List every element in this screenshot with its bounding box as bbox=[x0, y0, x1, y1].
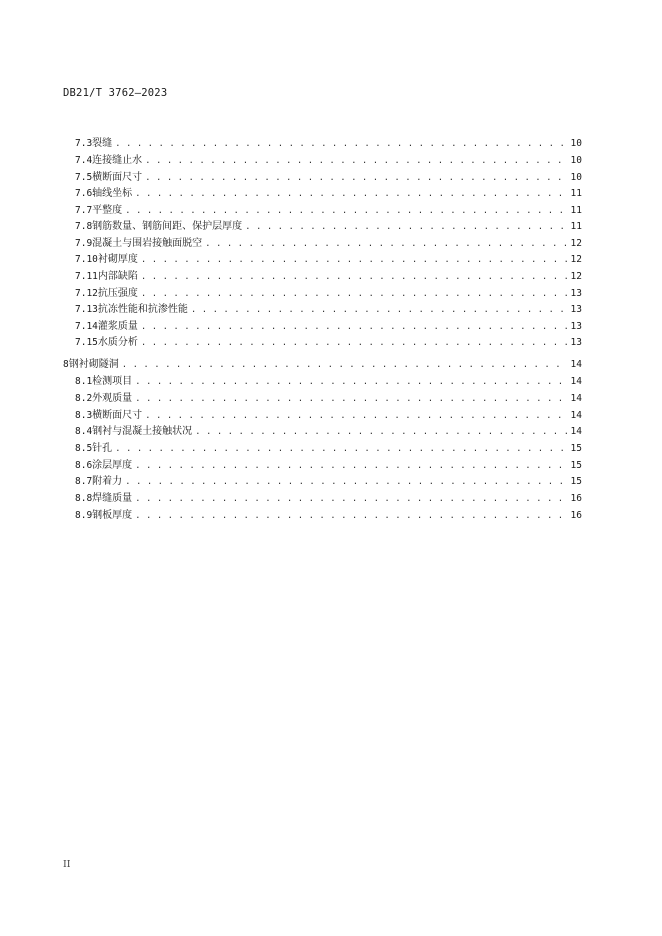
toc-entry-number: 8.7 bbox=[75, 476, 93, 487]
toc-entry-page: 14 bbox=[570, 410, 582, 421]
toc-entry-title: 涂层厚度 bbox=[92, 460, 133, 471]
toc-entry-page: 12 bbox=[570, 271, 582, 282]
toc-entry-page: 13 bbox=[570, 337, 582, 348]
toc-entry-number: 7.10 bbox=[75, 254, 98, 265]
toc-entry-page: 12 bbox=[570, 238, 582, 249]
toc-dot-leader bbox=[135, 392, 567, 406]
toc-entry-7-15[interactable] bbox=[75, 336, 582, 350]
toc-entry-page: 13 bbox=[570, 288, 582, 299]
toc-entry-page: 14 bbox=[570, 359, 582, 370]
toc-entry-title: 钢衬砌隧洞 bbox=[68, 359, 119, 370]
toc-entry-page: 14 bbox=[570, 376, 582, 387]
toc-dot-leader bbox=[125, 204, 567, 218]
toc-entry-number: 8.8 bbox=[75, 493, 93, 504]
toc-entry-title: 抗冻性能和抗渗性能 bbox=[97, 304, 188, 315]
toc-entry-number: 8.3 bbox=[75, 410, 93, 421]
toc-entry-number: 7.9 bbox=[75, 238, 93, 249]
toc-entry-number: 7.8 bbox=[75, 221, 93, 232]
toc-dot-leader bbox=[135, 459, 567, 473]
toc-entry-title: 水质分析 bbox=[97, 337, 138, 348]
toc-entry-title: 外观质量 bbox=[92, 393, 133, 404]
toc-entry-title: 钢筋数量、钢筋间距、保护层厚度 bbox=[92, 221, 243, 232]
toc-entry-page: 15 bbox=[570, 476, 582, 487]
toc-entry-7-10[interactable] bbox=[75, 253, 582, 267]
toc-entry-number: 7.4 bbox=[75, 155, 93, 166]
toc-dot-leader bbox=[141, 320, 568, 334]
toc-dot-leader bbox=[195, 425, 567, 439]
toc-entry-8-4[interactable] bbox=[75, 425, 582, 439]
toc-entry-title: 衬砌厚度 bbox=[97, 254, 138, 265]
toc-entry-page: 11 bbox=[570, 188, 582, 199]
toc-entry-page: 16 bbox=[570, 493, 582, 504]
toc-entry-7-3[interactable] bbox=[75, 137, 582, 151]
toc-entry-title: 焊缝质量 bbox=[92, 493, 133, 504]
toc-entry-8-6[interactable] bbox=[75, 459, 582, 473]
toc-entry-title: 钢板厚度 bbox=[92, 510, 133, 521]
toc-entry-7-7[interactable] bbox=[75, 204, 582, 218]
toc-entry-7-9[interactable] bbox=[75, 237, 582, 251]
toc-entry-title: 抗压强度 bbox=[97, 288, 138, 299]
toc-entry-page: 10 bbox=[570, 138, 582, 149]
toc-entry-title: 针孔 bbox=[92, 443, 113, 454]
toc-entry-7-11[interactable] bbox=[75, 270, 582, 284]
toc-entry-page: 10 bbox=[570, 155, 582, 166]
toc-entry-number: 7.12 bbox=[75, 288, 98, 299]
toc-entry-number: 7.13 bbox=[75, 304, 98, 315]
toc-entry-title: 灌浆质量 bbox=[97, 321, 138, 332]
toc-dot-leader bbox=[245, 220, 567, 234]
toc-entry-page: 11 bbox=[570, 221, 582, 232]
toc-entry-7-8[interactable] bbox=[75, 220, 582, 234]
toc-entry-number: 7.15 bbox=[75, 337, 98, 348]
toc-entry-number: 8.5 bbox=[75, 443, 93, 454]
toc-entry-title: 检测项目 bbox=[92, 376, 133, 387]
toc-dot-leader bbox=[135, 509, 567, 523]
toc-entry-title: 内部缺陷 bbox=[97, 271, 138, 282]
toc-dot-leader bbox=[141, 253, 568, 267]
toc-entry-number: 8.9 bbox=[75, 510, 93, 521]
toc-dot-leader bbox=[205, 237, 567, 251]
toc-entry-title: 横断面尺寸 bbox=[92, 172, 143, 183]
toc-dot-leader bbox=[145, 409, 567, 423]
toc-entry-7-14[interactable] bbox=[75, 320, 582, 334]
toc-entry-number: 8.6 bbox=[75, 460, 93, 471]
toc-entry-page: 13 bbox=[570, 304, 582, 315]
toc-dot-leader bbox=[122, 358, 568, 372]
toc-entry-page: 16 bbox=[570, 510, 582, 521]
toc-entry-7-5[interactable] bbox=[75, 171, 582, 185]
toc-entry-8-3[interactable] bbox=[75, 409, 582, 423]
toc-entry-title: 裂缝 bbox=[92, 138, 113, 149]
toc-entry-number: 7.7 bbox=[75, 205, 93, 216]
toc-entry-title: 混凝土与围岩接触面脱空 bbox=[92, 238, 203, 249]
toc-entry-number: 8.1 bbox=[75, 376, 93, 387]
toc-entry-8-7[interactable] bbox=[75, 475, 582, 489]
toc-entry-title: 轴线坐标 bbox=[92, 188, 133, 199]
toc-entry-7-6[interactable] bbox=[75, 187, 582, 201]
toc-entry-title: 连接缝止水 bbox=[92, 155, 143, 166]
toc-entry-number: 8 bbox=[63, 359, 69, 370]
toc-entry-8-5[interactable] bbox=[75, 442, 582, 456]
toc-dot-leader bbox=[145, 154, 567, 168]
toc-entry-page: 13 bbox=[570, 321, 582, 332]
toc-entry-7-4[interactable] bbox=[75, 154, 582, 168]
toc-entry-page: 14 bbox=[570, 426, 582, 437]
toc-entry-7-13[interactable] bbox=[75, 303, 582, 317]
toc-entry-number: 7.11 bbox=[75, 271, 98, 282]
toc-dot-leader bbox=[135, 187, 567, 201]
toc-dot-leader bbox=[135, 492, 567, 506]
toc-dot-leader bbox=[191, 303, 568, 317]
toc-entry-number: 7.14 bbox=[75, 321, 98, 332]
toc-entry-number: 7.3 bbox=[75, 138, 93, 149]
toc-dot-leader bbox=[141, 270, 568, 284]
toc-entry-page: 15 bbox=[570, 443, 582, 454]
toc-dot-leader bbox=[115, 137, 567, 151]
toc-entry-page: 10 bbox=[570, 172, 582, 183]
toc-entry-8-2[interactable] bbox=[75, 392, 582, 406]
toc-entry-7-12[interactable] bbox=[75, 287, 582, 301]
toc-entry-number: 7.5 bbox=[75, 172, 93, 183]
toc-dot-leader bbox=[125, 475, 567, 489]
toc-entry-number: 8.2 bbox=[75, 393, 93, 404]
toc-entry-8-9[interactable] bbox=[75, 509, 582, 523]
toc-entry-8[interactable] bbox=[63, 358, 582, 372]
toc-dot-leader bbox=[145, 171, 567, 185]
toc-dot-leader bbox=[135, 375, 567, 389]
toc-entry-page: 12 bbox=[570, 254, 582, 265]
toc-entry-title: 平整度 bbox=[92, 205, 123, 216]
toc-dot-leader bbox=[141, 287, 568, 301]
toc-entry-page: 14 bbox=[570, 393, 582, 404]
toc-dot-leader bbox=[141, 336, 568, 350]
toc-entry-number: 8.4 bbox=[75, 426, 93, 437]
page-number: II bbox=[63, 859, 71, 870]
toc-entry-number: 7.6 bbox=[75, 188, 93, 199]
toc-entry-title: 钢衬与混凝土接触状况 bbox=[92, 426, 193, 437]
toc-dot-leader bbox=[115, 442, 567, 456]
toc-entry-title: 附着力 bbox=[92, 476, 123, 487]
toc-entry-title: 横断面尺寸 bbox=[92, 410, 143, 421]
toc-entry-8-8[interactable] bbox=[75, 492, 582, 506]
toc-entry-8-1[interactable] bbox=[75, 375, 582, 389]
toc-entry-page: 15 bbox=[570, 460, 582, 471]
toc-entry-page: 11 bbox=[570, 205, 582, 216]
document-number: DB21/T 3762—2023 bbox=[63, 87, 168, 99]
